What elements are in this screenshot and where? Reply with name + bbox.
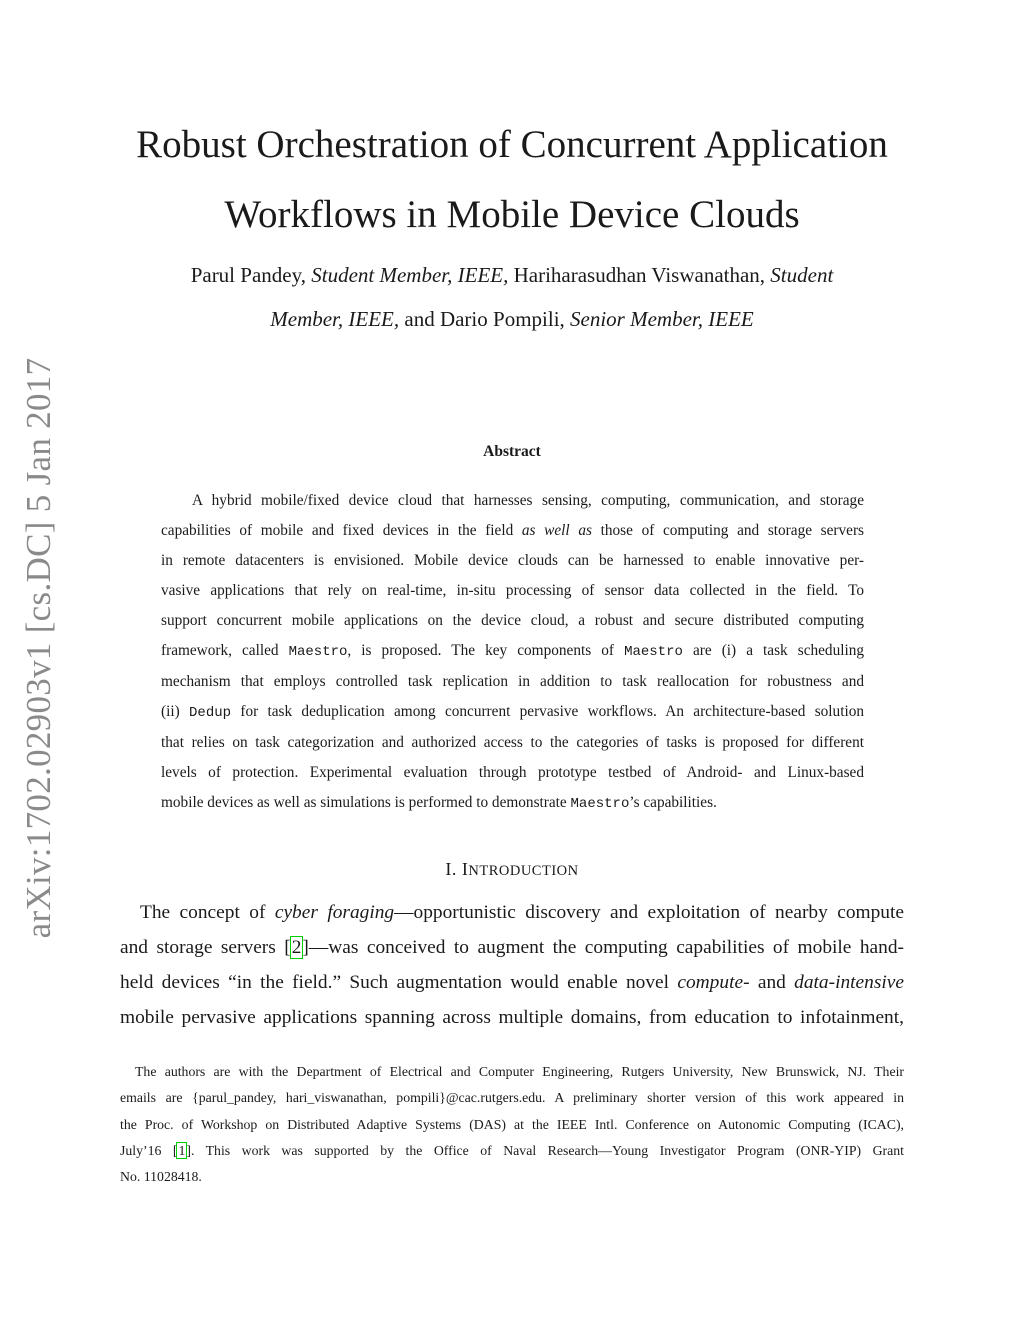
abstract-text: framework, called: [161, 642, 279, 659]
section-name-initial: I: [461, 859, 469, 879]
body-text: held devices “in the field.” Such augmentation would enable novel: [120, 972, 670, 993]
body-emphasis: data-intensive: [794, 972, 905, 993]
author-line-2: [100, 297, 924, 341]
abstract-text: , is proposed. The key components of: [347, 642, 614, 659]
abstract-line: mechanism that employs controlled task replication in addition to task reallocation for robustness and: [161, 673, 864, 690]
paper-title: [100, 110, 924, 250]
author-2-role-part2: Member, IEEE,: [270, 307, 400, 331]
footnote-line: The authors are with the Department of Electrical and Computer Engineering, Rutgers University, New Brunswick, NJ. Their: [135, 1064, 904, 1079]
author-2-role-part1: Student: [770, 263, 834, 287]
abstract-line: [161, 516, 864, 546]
title-line-1: Robust Orchestration of Concurrent Application: [136, 123, 888, 166]
maestro-name: Maestro: [570, 796, 630, 812]
title-line-2: Workflows in Mobile Device Clouds: [224, 193, 800, 236]
body-text: and storage servers [: [120, 937, 291, 958]
abstract-text: (ii): [161, 703, 180, 720]
author-3-name: and Dario Pompili,: [404, 307, 565, 331]
dedup-name: Dedup: [189, 705, 232, 721]
footnote-text: ]. This work was supported by the Office of Naval Research—Young Investigator Program (ONR-YIP) Grant: [186, 1142, 904, 1158]
maestro-name: Maestro: [288, 644, 348, 660]
footnote-line: No. 11028418.: [120, 1169, 202, 1185]
introduction-paragraph: [120, 895, 904, 1035]
abstract-line: vasive applications that rely on real-time, in-situ processing of sensor data collected in the field. To: [161, 582, 864, 599]
author-1-role: Student Member, IEEE,: [311, 263, 509, 287]
abstract-line: in remote datacenters is envisioned. Mobile device clouds can be harnessed to enable innovative per-: [161, 552, 864, 569]
abstract-line: that relies on task categorization and authorized access to the categories of tasks is proposed for different: [161, 734, 864, 751]
author-list: [100, 253, 924, 341]
author-1-name: Parul Pandey,: [190, 263, 306, 287]
footnote-line: [120, 1138, 904, 1164]
body-text: and: [757, 972, 786, 993]
section-numeral: I.: [445, 859, 457, 879]
body-text: —opportunistic discovery and exploitation of nearby compute: [394, 902, 904, 923]
abstract-text: for task deduplication among concurrent pervasive workflows. An architecture-based solution: [240, 703, 864, 720]
body-emphasis: cyber foraging: [274, 902, 395, 923]
abstract-line: [161, 697, 864, 728]
maestro-name: Maestro: [624, 644, 683, 660]
author-footnote: [120, 1059, 904, 1190]
body-emphasis: compute-: [677, 972, 750, 993]
body-line: [120, 895, 904, 930]
abstract-text: ’s capabilities.: [629, 794, 717, 811]
abstract-emphasis: as well as: [521, 522, 592, 539]
body-text: ]—was conceived to augment the computing capabilities of mobile hand-: [302, 937, 904, 958]
author-line-1: [100, 253, 924, 297]
footnote-line: emails are {parul_pandey, hari_viswanathan, pompili}@cac.rutgers.edu. A preliminary shorter version of this work appeared in: [120, 1090, 904, 1106]
footnote-line: the Proc. of Workshop on Distributed Adaptive Systems (DAS) at the IEEE Intl. Conference on Autonomic Computing (ICAC),: [120, 1116, 904, 1132]
abstract-line: A hybrid mobile/fixed device cloud that harnesses sensing, computing, communication, and storage: [192, 492, 864, 509]
arxiv-identifier: [17, 357, 61, 939]
arxiv-identifier-text: arXiv:1702.02903v1 [cs.DC] 5 Jan 2017: [19, 357, 58, 939]
section-heading-introduction: [100, 859, 924, 880]
footnote-text: July’16 [: [120, 1142, 178, 1158]
abstract-line: levels of protection. Experimental evaluation through prototype testbed of Android- and Linux-based: [161, 764, 864, 781]
abstract-text: mobile devices as well as simulations is performed to demonstrate: [161, 794, 567, 811]
section-name-rest: NTRODUCTION: [468, 863, 579, 879]
abstract-line: [161, 636, 864, 667]
abstract-body: [161, 486, 864, 819]
abstract-text: those of computing and storage servers: [600, 522, 864, 539]
body-line: [120, 965, 904, 1000]
abstract-heading: Abstract: [483, 443, 541, 460]
abstract-line: support concurrent mobile applications on the device cloud, a robust and secure distributed computing: [161, 612, 864, 629]
abstract-text: capabilities of mobile and fixed devices in the field: [161, 522, 514, 539]
body-line: mobile pervasive applications spanning across multiple domains, from education to infotainment,: [120, 1007, 904, 1028]
citation-link[interactable]: 1: [178, 1142, 186, 1158]
author-3-role: Senior Member, IEEE: [570, 307, 754, 331]
abstract-line: [161, 788, 864, 819]
abstract-text: are (i) a task scheduling: [692, 642, 865, 659]
body-text: The concept of: [140, 902, 266, 923]
citation-link[interactable]: 2: [291, 937, 302, 958]
author-2-name: Hariharasudhan Viswanathan,: [513, 263, 766, 287]
body-line: [120, 930, 904, 965]
